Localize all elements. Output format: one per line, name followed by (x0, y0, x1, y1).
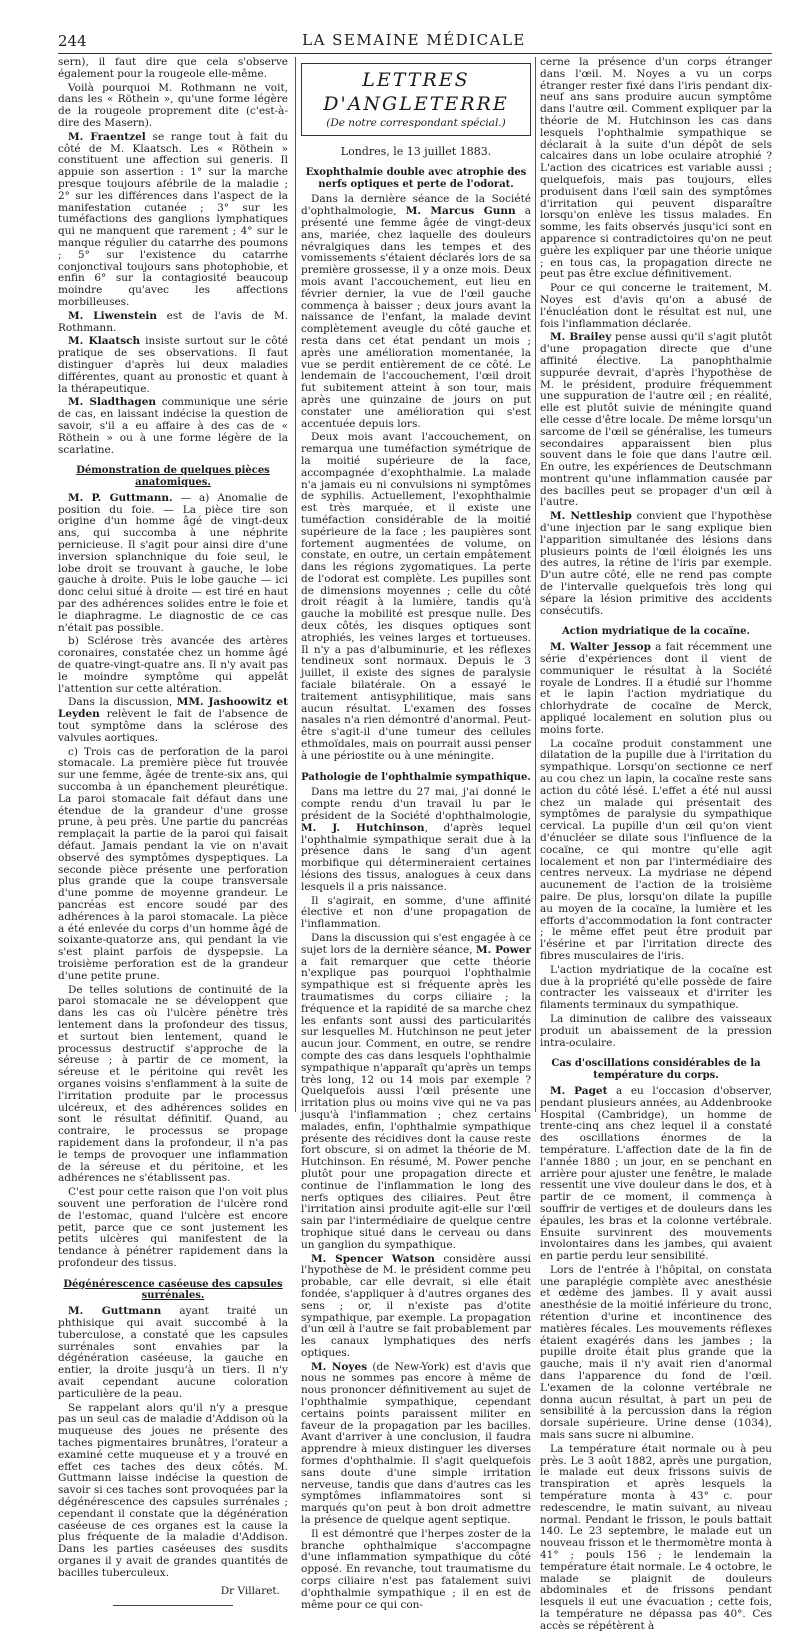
section-heading: Action mydriatique de la cocaïne. (562, 626, 750, 638)
paragraph: La diminution de calibre des vaisseaux produit un abaissement de la pression intra-oculaire. (540, 1012, 772, 1049)
column-1 (58, 56, 289, 1597)
paragraph-text: Dans la discussion, (68, 696, 177, 709)
paragraph-text: a eu l'occasion d'observer, pendant plusieurs années, au Addenbrooke Hospital (Cambridge), un homme de trente-cinq ans chez lequel il a constaté des oscillations énormes de la température. L'affection date de la fin de l'année 1880 ; un jour, en se penchant en arrière pour ajuster une fenêtre, le malade ressentit une vive douleur dans le dos, et à partir de ce moment, il commença à souffrir de vertiges et de douleurs dans les épaules, les bras et la colonne vertébrale. Ensuite survinrent des mouvements involontaires dans les jambes, qui avaient en partie perdu leur sensibilité. (540, 1084, 772, 1263)
header-rule (58, 53, 772, 54)
paragraph: Voilà pourquoi M. Rothmann ne voit, dans les « Röthein », qu'une forme légère de la rougeole proprement dite (c'est-à-dire des Masern). (58, 81, 288, 129)
speaker-name: M. Marcus Gunn (405, 205, 516, 218)
paragraph-text: (de New-York) est d'avis que nous ne sommes pas encore à même de nous prononcer définitivement au sujet de l'ophthalmie sympathique, cependant certains points paraissent militer en faveur de la propagation par les bacilles. Avant d'arriver à une conclusion, il faudra apprendre à mieux distinguer les diverses formes d'ophthalmie. Il s'agit quelquefois sans doute d'une simple irritation nerveuse, tandis que dans d'autres cas les symptômes inflammatoires sont si marqués qu'on peut à bon droit admettre la présence de quelque agent septique. (301, 1360, 531, 1527)
paragraph (58, 311, 288, 335)
speaker-name: M. Spencer Watson (311, 1252, 435, 1265)
paragraph-text: , d'après lequel l'ophthalmie sympathique serait due à la présence dans le sang d'un agent morbifique qui détermineraient certaines lésions des tissus, analogues à ceux dans lesquels il a pris naissance. (301, 821, 531, 893)
section-heading: Pathologie de l'ophthalmie sympathique. (301, 771, 531, 783)
paragraph (58, 397, 288, 456)
paragraph: Pour ce qui concerne le traitement, M. Noyes est d'avis qu'on a abusé de l'énucléation dont le résultat est nul, une fois l'inflammation déclarée. (540, 282, 772, 330)
speaker-name: M. Liwenstein (68, 309, 157, 322)
paragraph-text: Dans la dernière séance de la Société d'ophthalmologie, (301, 193, 531, 218)
column-divider-2 (535, 57, 536, 1112)
speaker-name: M. Power (476, 943, 531, 956)
paragraph: C'est pour cette raison que l'on voit plus souvent une perforation de l'ulcère rond de l'estomac, quand l'ulcère est encore petit, parce que ce sont justement les petits ulcères qui manifestent de la tendance à pénétrer rapidement dans la profondeur des tissus. (58, 1186, 288, 1269)
paragraph-text: a présenté une femme âgée de vingt-deux ans, mariée, chez laquelle des douleurs névralgiques dans les tempes et des vomissements s'étaient déclarés lors de sa première grossesse, il y a onze mois. Deux mois avant l'accouchement, eut lieu en février dernier, la vue de l'œil gauche commença à baisser ; deux jours avant la naissance de l'enfant, la malade devint complètement aveugle du côté gauche et resta dans cet état pendant un mois ; après une amélioration momentanée, la vue se perdit entièrement de ce côté. Le lendemain de l'accouchement, l'œil droit fut subitement atteint à son tour, mais après une quinzaine de jours on put constater une amélioration qui s'est accentuée depuis lors. (301, 205, 531, 430)
speaker-name: M. Walter Jessop (550, 641, 651, 654)
speaker-name: MM. Jashoowitz et Leyden (58, 696, 288, 721)
section-heading: Démonstration de quelques pièces anatomiques. (76, 465, 270, 489)
paragraph (540, 511, 772, 617)
page-number: 244 (58, 32, 87, 50)
paragraph: Deux mois avant l'accouchement, on remarqua une tuméfaction symétrique de la moitié supérieure de la face, accompagnée d'exophthalmie. La malade n'a jamais eu ni convulsions ni symptômes de syphilis. Actuellement, l'exophthalmie est très marquée, et il existe une tuméfaction considérable de la moitié supérieure de la face ; les paupières sont fortement augmentées de volume, on constate, en outre, un certain empâtement dans les régions zygomatiques. La perte de l'odorat est complète. Les pupilles sont de dimensions moyennes ; celle du côté droit réagit à la lumière, tandis qu'à gauche la mobilité est presque nulle. Des deux côtés, les disques optiques sont atrophiés, les veines larges et tortueuses. Il n'y a pas d'albuminurie, et les réflexes tendineux sont normaux. Depuis le 3 juillet, il existe des signes de paralysie faciale bilatérale. On a essayé le traitement antisyphilitique, mais sans aucun résultat. L'examen des fosses nasales n'a rien démontré d'anormal. Peut-être s'agit-il d'une tumeur des cellules ethmoïdales, mais on pourrait aussi penser à une périostite ou à une méningite. (301, 431, 532, 762)
paragraph-text: relèvent le fait de l'absence de tout symptôme dans la sclérose des valvules aortiques. (58, 708, 288, 744)
paragraph (301, 933, 531, 1252)
paragraph (58, 1306, 288, 1400)
end-rule (113, 1605, 233, 1606)
paragraph (58, 336, 288, 395)
paragraph-text: Dans ma lettre du 27 mai, j'ai donné le compte rendu d'un travail lu par le président de la Société d'ophthalmologie, (301, 786, 531, 823)
paragraph-text: se range tout à fait du côté de M. Klaatsch. Les « Röthein » constituent une affection sui generis. Il appuie son assertion : 1° sur la marche presque toujours afébrile de la maladie ; 2° sur les différences dans l'aspect de la manifestation cutanée ; 3° sur les tuméfactions des ganglions lymphatiques qui ne manquent que rarement ; 4° sur le manque régulier du catarrhe des poumons ; 5° sur l'existence du catarrhe conjonctival toujours sans photophobie, et enfin 6° sur la contagiosité beaucoup moindre qu'avec les affections morbilleuses. (58, 130, 288, 308)
section-heading: Exophthalmie double avec atrophie des nerfs optiques et perte de l'odorat. (305, 166, 527, 190)
section-heading: Dégénérescence caséeuse des capsules surrénales. (63, 1278, 283, 1302)
paragraph-text: Dans la discussion qui s'est engagée à ce sujet lors de la dernière séance, (301, 932, 531, 956)
paragraph (540, 332, 772, 509)
letter-title-box (301, 63, 531, 136)
speaker-name: M. Sladthagen (68, 396, 157, 409)
column-divider-1 (295, 57, 296, 1112)
speaker-name: M. Guttmann (68, 1305, 162, 1318)
paragraph: cerne la présence d'un corps étranger dans l'œil. M. Noyes a vu un corps étranger rester fixé dans l'iris pendant dix-neuf ans sans produire aucun symptôme dans l'autre œil. Comment expliquer par la théorie de M. Hutchinson les cas dans lesquels l'ophthalmie sympathique se déclarait à la suite d'un dépôt de sels calcaires dans un lobe oculaire atrophié ? L'action des cicatrices est variable aussi ; quelquefois, mais pas toujours, elles produisent dans l'œil sain des symptômes d'irritation qui peuvent disparaître lorsqu'on enlève les tissus malades. En somme, les faits observés jusqu'ici sont en apparence si contradictoires qu'on ne peut guère les expliquer par une théorie unique ; en tous cas, la propagation directe ne peut pas être exclue définitivement. (540, 56, 772, 281)
speaker-name: M. P. Guttmann. (68, 491, 173, 504)
paragraph (58, 493, 288, 635)
paragraph: Lors de l'entrée à l'hôpital, on constata une paraplégie complète avec anesthésie et œdème des jambes. Il y avait aussi anesthésie de la moitié inférieure du tronc, rétention d'urine et incontinence des matières fécales. Les mouvements réflexes étaient exagérés dans les jambes ; la pupille droite était plus grande que la gauche, mais il n'y avait rien d'anormal dans l'apparence du fond de l'œil. L'examen de la colonne vertébrale ne donna aucun résultat, à part un peu de sensibilité à la percussion dans la région dorsale supérieure. Urine dense (1034), mais sans sucre ni albumine. (540, 1263, 772, 1442)
paragraph-text: insiste surtout sur le côté pratique de ses observations. Il faut distinguer d'après lui deux maladies différentes, quant au pronostic et quant à la thérapeutique. (58, 335, 289, 395)
paragraph-text: pense aussi qu'il s'agit plutôt d'une propagation directe que d'une affinité élective. La panophthalmie suppurée devrait, d'après l'hypothèse de M. le président, produire fréquemment une suppuration de l'autre œil ; en réalité, elle est plutôt suivie de méningite quand elle cesse d'être locale. De même lorsqu'un sarcome de l'œil se généralise, les tumeurs secondaires apparaissent bien plus souvent dans le foie que dans l'autre œil. En outre, les expériences de Deutschmann montrent qu'une inflammation causée par des bacilles peut se propager d'un œil à l'autre. (540, 331, 772, 509)
paragraph: Il s'agirait, en somme, d'une affinité élective et non d'une propagation de l'inflammation. (301, 894, 531, 931)
running-title: LA SEMAINE MÉDICALE (302, 31, 526, 49)
paragraph (301, 194, 531, 430)
paragraph (58, 132, 288, 309)
paragraph: b) Sclérose très avancée des artères coronaires, constatée chez un homme âgé de quatre-vingt-quatre ans. Il n'y avait pas le moindre symptôme qui appelât l'attention sur cette altération. (58, 635, 288, 695)
paragraph: De telles solutions de continuité de la paroi stomacale ne se développent que dans les cas où l'ulcère pénètre très lentement dans la profondeur des tissus, et surtout bien lentement, quand le processus destructif s'approche de la séreuse ; à partir de ce moment, la séreuse et le péritoine qui revêt les organes voisins s'enflamment à la suite de l'irritation produite par le processus ulcéreux, et des adhérences solides en sont le résultat définitif. Quand, au contraire, le processus se propage rapidement dans la profondeur, il n'a pas le temps de provoquer une inflammation de la séreuse et du péritoine, et les adhérences ne s'établissent pas. (58, 983, 288, 1185)
speaker-name: M. Brailey (550, 331, 612, 344)
speaker-name: M. J. Hutchinson (301, 821, 425, 834)
paragraph: La cocaïne produit constamment une dilatation de la pupille due à l'irritation du sympathique. Lorsqu'on sectionne ce nerf au cou chez un lapin, la cocaïne reste sans action du côté lésé. L'effet a été nul aussi chez un malade qui présentait des symptômes de paralysie du sympathique cervical. La pupille d'un œil qu'on vient d'énucléer se dilate sous l'influence de la cocaïne, ce qui montre qu'elle agit localement et non par l'intermédiaire des centres nerveux. La mydriase ne dépend aucunement de l'action de la troisième paire. De plus, lorsqu'on dilate la pupille au moyen de la cocaïne, la lumière et les efforts d'accommodation la font contracter ; le même effet peut être produit par l'ésérine et par l'irritation directe des fibres musculaires de l'iris. (540, 737, 772, 962)
paragraph (540, 642, 772, 736)
author-signature: Dr Villaret. (220, 1584, 280, 1597)
speaker-name: M. Nettleship (550, 510, 632, 523)
page-header (58, 30, 770, 52)
section-heading: Cas d'oscillations considérables de la température du corps. (551, 1058, 761, 1082)
dateline: Londres, le 13 juillet 1883. (340, 145, 492, 158)
paragraph (58, 697, 288, 744)
paragraph-text: ayant traité un phthisique qui avait succombé à la tuberculose, a constaté que les capsules surrénales sont envahies par la dégénération caséeuse, la gauche en entier, la droite jusqu'à un tiers. Il n'y avait cependant aucune coloration particulière de la peau. (58, 1305, 288, 1400)
column-2 (301, 57, 532, 1611)
speaker-name: M. Fraentzel (68, 130, 146, 143)
paragraph (301, 787, 531, 893)
paragraph (540, 1086, 772, 1263)
paragraph: sern), il faut dire que cela s'observe également pour la rougeole elle-même. (58, 56, 288, 80)
paragraph-text: est de l'avis de M. Rothmann. (58, 309, 288, 334)
speaker-name: M. Klaatsch (68, 335, 141, 348)
speaker-name: M. Noyes (311, 1360, 368, 1373)
paragraph (301, 1362, 531, 1527)
paragraph: L'action mydriatique de la cocaïne est due à la propriété qu'elle possède de faire contracter les vaisseaux et d'irriter les filaments terminaux du sympathique. (540, 963, 772, 1012)
letter-title: LETTRES D'ANGLETERRE (323, 69, 509, 115)
paragraph: c) Trois cas de perforation de la paroi stomacale. La première pièce fut trouvée sur une femme, âgée de trente-six ans, qui succomba à un épanchement pleurétique. La paroi stomacale fait défaut dans une étendue de la grandeur d'une grosse prune, à peu près. Une partie du pancréas remplaçait la partie de la paroi qui faisait défaut. Jamais pendant la vie on n'avait observé des symptômes dyspeptiques. La seconde pièce présente une perforation plus grande que la coupe transversale d'une pomme de moyenne grandeur. Le pancréas est encore soudé par des adhérences à la paroi stomacale. La pièce a été enlevée du corps d'un homme âgé de soixante-quatorze ans, qui pendant la vie s'est plaint parfois de dyspepsie. La troisième perforation est de la grandeur d'une petite prune. (58, 745, 288, 982)
paragraph (301, 1254, 531, 1360)
paragraph-text: communique une série de cas, en laissant indécise la question de savoir, s'il a eu affaire à des cas de « Röthein » ou à une forme légère de la scarlatine. (58, 396, 288, 456)
paragraph-text: — a) Anomalie de position du foie. — La pièce tire son origine d'un homme âgé de vingt-deux ans, qui succomba à une néphrite pernicieuse. Il s'agit pour ainsi dire d'une inversion splanchnique du foie seul, le lobe droit se trouvant à gauche, le lobe gauche à droite. Puis le lobe gauche — ici donc celui situé à droite — est tiré en haut par des adhérences solides entre le foie et le diaphragme. Le diagnostic de ce cas n'était pas possible. (58, 491, 288, 634)
letter-subtitle: (De notre correspondant spécial.) (326, 117, 506, 129)
paragraph: Il est démontré que l'herpes zoster de la branche ophthalmique s'accompagne d'une inflammation sympathique du côté opposé. En revanche, tout traumatisme du corps ciliaire n'est pas fatalement suivi d'ophthalmie sympathique ; il en est de même pour ce qui con- (301, 1527, 531, 1611)
paragraph-text: a fait récemment une série d'expériences dont il vient de communiquer le résultat à la Société royale de Londres. Il a étudié sur l'homme et le lapin l'action mydriatique du chlorhydrate de cocaïne de Merck, appliqué localement en solution plus ou moins forte. (540, 641, 772, 736)
paragraph-text: considère aussi l'hypothèse de M. le président comme peu probable, car elle devrait, si elle était fondée, s'appliquer à d'autres organes des sens ; or, il n'existe pas d'otite sympathique, par exemple. La propagation d'un œil à l'autre se fait probablement par les canaux lymphatiques des nerfs optiques. (301, 1252, 531, 1359)
column-3 (540, 56, 772, 1632)
paragraph-text: a fait remarquer que cette théorie n'explique pas pourquoi l'ophthalmie sympathique est si fréquente après les traumatismes du corps ciliaire ; la fréquence et la rapidité de sa marche chez les enfants sont aussi des particularités sur lesquelles M. Hutchinson ne peut jeter aucun jour. Comment, en outre, se rendre compte des cas dans lesquels l'ophthalmie sympathique n'apparaît qu'après un temps très long, 12 ou 14 mois par exemple ? Quelquefois aussi l'œil présente une irritation plus ou moins vive qui ne va pas jusqu'à l'inflammation ; chez certains malades, enfin, l'ophthalmie sympathique présente des récidives dont la cause reste fort obscure, si on admet la théorie de M. Hutchinson. En résumé, M. Power penche plutôt pour une propagation directe et continue de l'inflammation le long des nerfs optiques des ciliaires. Peut être l'irritation ainsi produite agit-elle sur l'œil sain par l'intermédiaire de quelque centre trophique situé dans le cerveau ou dans un ganglion du sympathique. (301, 955, 531, 1251)
paragraph-text: convient que l'hypothèse d'une injection par le sang explique bien l'apparition simultanée des lésions dans plusieurs points de l'œil éloignés les uns des autres, la rétine de l'iris par exemple. D'un autre côté, elle ne rend pas compte de l'intervalle quelquefois très long qui sépare la lésion primitive des accidents consécutifs. (540, 510, 772, 617)
paragraph: La température était normale ou à peu près. Le 3 août 1882, après une purgation, le malade eut deux frissons suivis de transpiration et après lesquels la température monta à 43° c. pour redescendre, le matin suivant, au niveau normal. Pendant le frisson, le pouls battait 140. Le 23 septembre, le malade eut un nouveau frisson et le thermomètre monta à 41° ; pouls 156 ; le lendemain la température était normale. Le 4 octobre, le malade se plaignit de douleurs abdominales et de frissons pendant lesquels il eut une évacuation ; cette fois, la température ne dépassa pas 40°. Ces accès se répétèrent à (540, 1442, 772, 1632)
paragraph: Se rappelant alors qu'il n'y a presque pas un seul cas de maladie d'Addison où la muqueuse des joues ne présente des taches pigmentaires brunâtres, l'orateur a examiné cette muqueuse et y a trouvé en effet ces taches des deux côtés. M. Guttmann laisse indécise la question de savoir si ces taches sont provoquées par la dégénérescence des capsules surrénales ; cependant il constate que la dégénération caséeuse de ces organes est la cause la plus fréquente de la maladie d'Addison. Dans les parties caséeuses des susdits organes il y avait de grandes quantités de bacilles tuberculeux. (58, 1401, 288, 1579)
speaker-name: M. Paget (550, 1084, 608, 1097)
